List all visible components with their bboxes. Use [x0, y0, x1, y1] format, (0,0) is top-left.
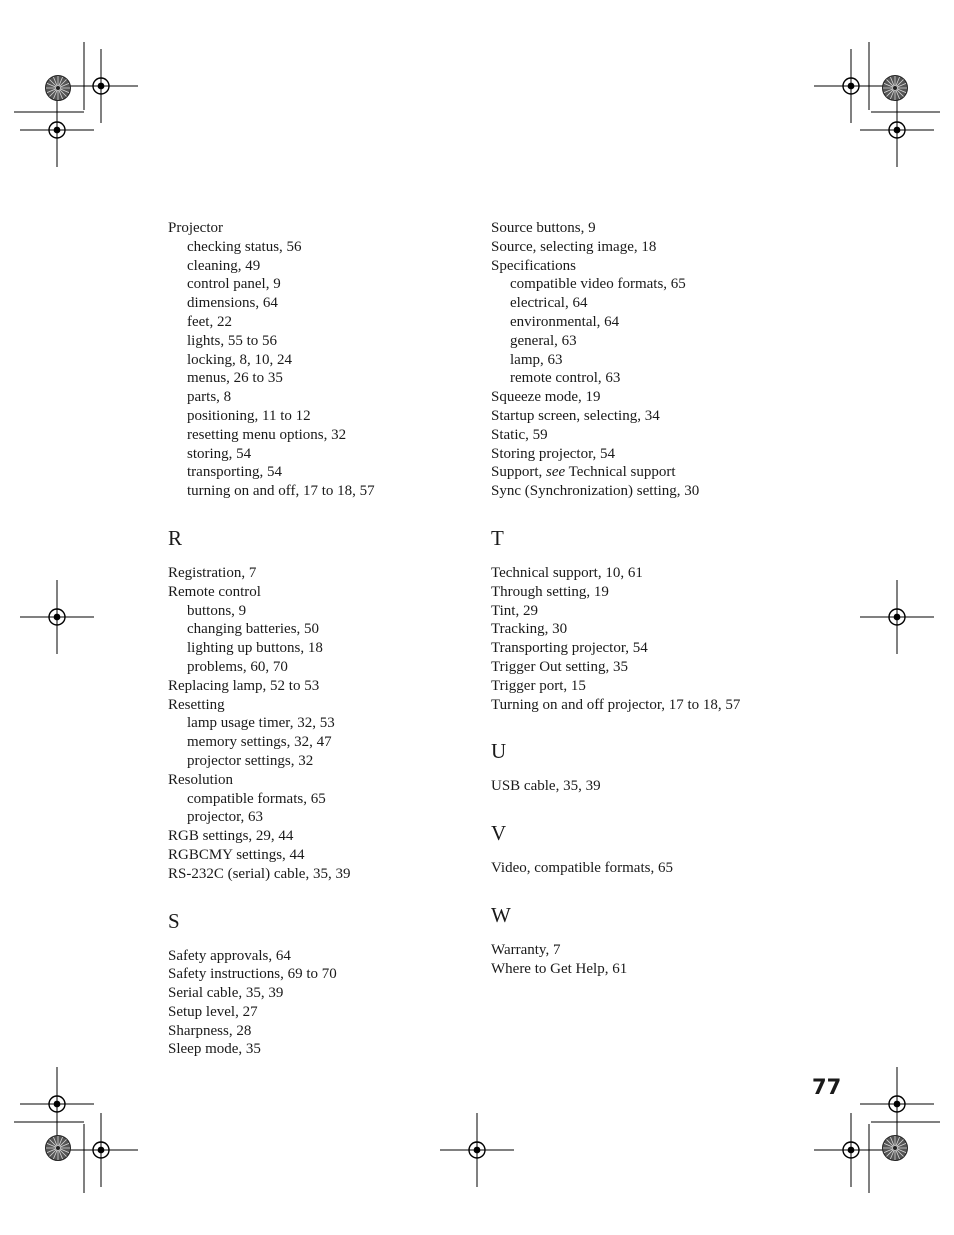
index-subentry: compatible formats, 65: [187, 790, 326, 807]
index-entry: Warranty, 7: [491, 941, 561, 958]
index-subentry: buttons, 9: [187, 602, 247, 619]
index-entry: Sync (Synchronization) setting, 30: [491, 483, 700, 500]
index-entry: Sleep mode, 35: [168, 1041, 261, 1058]
index-entry: Specifications: [491, 257, 576, 274]
index-entry: Serial cable, 35, 39: [168, 985, 284, 1002]
index-subentry: lamp usage timer, 32, 53: [187, 715, 335, 732]
index-entry: Where to Get Help, 61: [491, 960, 628, 977]
index-entry: Setup level, 27: [168, 1003, 258, 1020]
index-entry: Replacing lamp, 52 to 53: [168, 677, 320, 694]
index-entry: Transporting projector, 54: [491, 640, 648, 657]
page-number: 77: [812, 1075, 842, 1099]
index-entry-target: Technical support: [565, 464, 676, 481]
index-entry: Tracking, 30: [491, 621, 568, 638]
index-entry: Trigger port, 15: [491, 677, 586, 694]
index-entry: Turning on and off projector, 17 to 18, 57: [491, 696, 741, 713]
index-subentry: lamp, 63: [510, 351, 563, 368]
index-subentry: feet, 22: [187, 313, 232, 330]
index-subentry: compatible video formats, 65: [510, 276, 686, 293]
see-reference-word: see: [546, 464, 566, 481]
index-entry: USB cable, 35, 39: [491, 778, 601, 795]
index-entry: Sharpness, 28: [168, 1022, 252, 1039]
index-entry: Through setting, 19: [491, 583, 609, 600]
index-subentry: resetting menu options, 32: [187, 426, 347, 443]
index-subentry: checking status, 56: [187, 238, 302, 255]
index-entry: Resolution: [168, 771, 234, 788]
index-entry: Startup screen, selecting, 34: [491, 407, 660, 424]
index-entry: Static, 59: [491, 426, 548, 443]
index-entry: Source buttons, 9: [491, 220, 596, 236]
index-subentry: changing batteries, 50: [187, 621, 320, 638]
index-entry: Trigger Out setting, 35: [491, 658, 628, 675]
index-section-letter: U: [491, 739, 507, 764]
index-entry: Registration, 7: [168, 564, 257, 581]
index-subentry: environmental, 64: [510, 313, 620, 330]
index-entry: RS-232C (serial) cable, 35, 39: [168, 865, 351, 882]
index-section-letter: S: [168, 908, 180, 933]
index-section-letter: R: [168, 525, 183, 550]
index-entry: Tint, 29: [491, 602, 538, 619]
index-subentry: cleaning, 49: [187, 257, 261, 274]
index-subentry: control panel, 9: [187, 276, 281, 293]
index-column-right: [491, 219, 791, 979]
index-entry: Safety instructions, 69 to 70: [168, 966, 337, 983]
index-section-letter: V: [491, 821, 507, 846]
index-entry-cross-reference: [491, 463, 791, 482]
index-subentry: positioning, 11 to 12: [187, 407, 311, 424]
index-subentry: lights, 55 to 56: [187, 332, 278, 349]
index-subentry: transporting, 54: [187, 464, 282, 481]
index-entry: Resetting: [168, 696, 225, 713]
index-entry: Technical support, 10, 61: [491, 564, 643, 581]
index-subentry: problems, 60, 70: [187, 658, 288, 675]
index-entry: Storing projector, 54: [491, 445, 615, 462]
index-subentry: remote control, 63: [510, 370, 621, 387]
index-entry: Safety approvals, 64: [168, 947, 291, 964]
index-subentry: storing, 54: [187, 445, 252, 462]
index-subentry: lighting up buttons, 18: [187, 640, 323, 657]
index-entry: Squeeze mode, 19: [491, 389, 601, 406]
index-entry-term: Support,: [491, 464, 547, 481]
index-subentry: projector settings, 32: [187, 752, 314, 769]
index-subentry: dimensions, 64: [187, 295, 278, 312]
index-entry: Source, selecting image, 18: [491, 238, 657, 255]
index-entry: RGB settings, 29, 44: [168, 828, 294, 845]
index-entry: Remote control: [168, 583, 261, 600]
index-entry: Projector: [168, 220, 223, 236]
index-subentry: general, 63: [510, 332, 577, 349]
index-subentry: projector, 63: [187, 809, 264, 826]
index-subentry: parts, 8: [187, 389, 232, 406]
index-section-letter: W: [491, 902, 511, 927]
index-subentry: electrical, 64: [510, 295, 588, 312]
index-subentry: locking, 8, 10, 24: [187, 351, 292, 368]
index-column-left: [168, 219, 468, 1059]
index-subentry: memory settings, 32, 47: [187, 734, 332, 751]
index-section-letter: T: [491, 525, 504, 550]
index-subentry: turning on and off, 17 to 18, 57: [187, 483, 375, 500]
index-entry: RGBCMY settings, 44: [168, 846, 305, 863]
index-entry: Video, compatible formats, 65: [491, 860, 673, 877]
index-subentry: menus, 26 to 35: [187, 370, 283, 387]
